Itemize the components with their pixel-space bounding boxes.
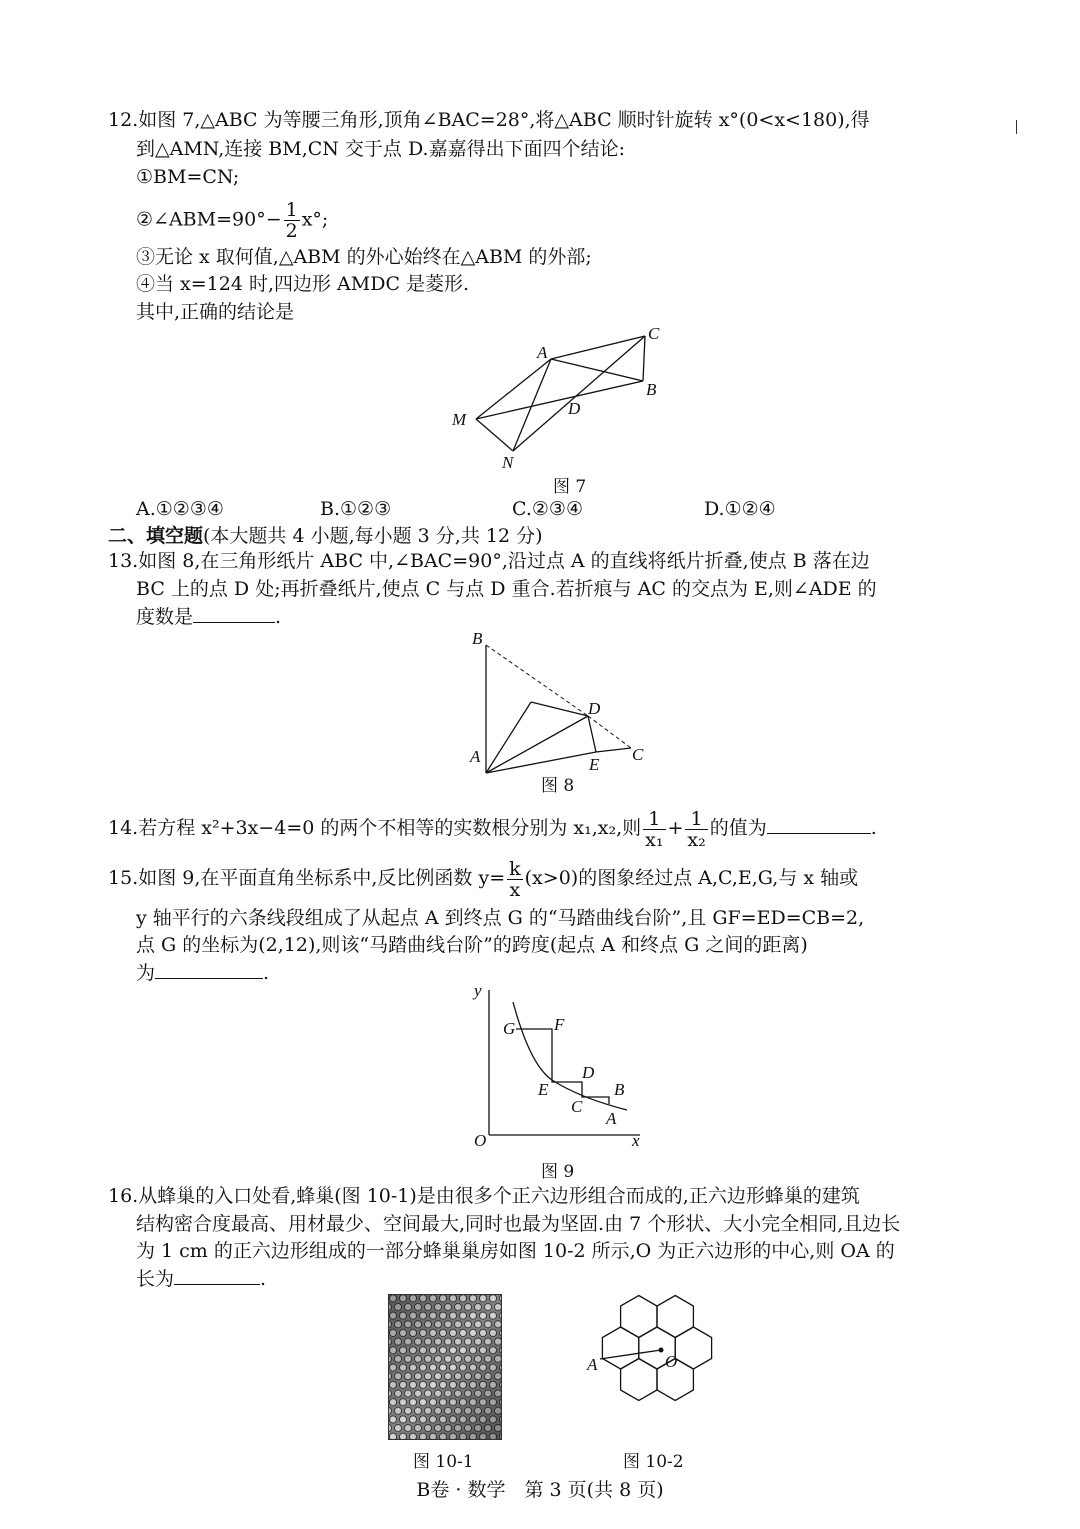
q13-line3 — [136, 604, 281, 630]
q14-text: 14.若方程 x²+3x−4=0 的两个不相等的实数根分别为 x₁,x₂,则 — [108, 817, 642, 839]
q14-end: . — [870, 817, 877, 839]
figure-7 — [440, 320, 680, 480]
figure-10-1-honeycomb-photo — [388, 1294, 502, 1440]
fig7-label-D: D — [568, 399, 581, 418]
fig9-caption: 图 9 — [541, 1162, 575, 1182]
fig9-label-D: D — [582, 1063, 595, 1082]
q12-c2-tail: x°; — [301, 208, 329, 231]
fig7-label-A: A — [537, 343, 548, 362]
q12-c2-num: 1 — [285, 199, 298, 221]
q15-line1 — [108, 858, 858, 900]
q12-option-c: C.②③④ — [512, 498, 583, 520]
q14-frac2-den: x₂ — [687, 828, 706, 851]
fig8-label-E: E — [589, 755, 600, 774]
q15-frac-num: k — [509, 857, 521, 880]
q16-answer-blank[interactable] — [174, 1266, 260, 1285]
q12-conclusion-3: ③无论 x 取何值,△ABM 的外心始终在△ABM 的外部; — [136, 246, 592, 268]
q13-line1: 13.如图 8,在三角形纸片 ABC 中,∠BAC=90°,沿过点 A 的直线将纸片折叠,使点 B 落在边 — [108, 550, 870, 572]
q16-line4-text: 长为 — [136, 1268, 175, 1290]
fig9-label-E: E — [538, 1080, 549, 1099]
q12-prompt: 其中,正确的结论是 — [136, 301, 295, 323]
q14-answer-blank[interactable] — [767, 815, 871, 834]
q15-answer-blank[interactable] — [155, 960, 263, 979]
q16-line2: 结构密合度最高、用材最少、空间最大,同时也最为坚固.由 7 个形状、大小完全相同,且边长 — [136, 1213, 901, 1235]
q13-line2: BC 上的点 D 处;再折叠纸片,使点 C 与点 D 重合.若折痕与 AC 的交点为 E,则∠ADE 的 — [136, 578, 877, 600]
q15-line2: y 轴平行的六条线段组成了从起点 A 到终点 G 的“马踏曲线台阶”,且 GF=ED=CB=2, — [136, 907, 865, 929]
q15-frac — [507, 859, 523, 900]
fig10-2-segment-OA — [600, 1350, 661, 1359]
q15-line4-end: . — [263, 962, 270, 984]
q16-line3: 为 1 cm 的正六边形组成的一部分蜂巢巢房如图 10-2 所示,O 为正六边形的中心,则 OA 的 — [136, 1240, 895, 1262]
q16-line4 — [136, 1266, 266, 1292]
figure-9 — [465, 980, 655, 1150]
fig7-label-B: B — [646, 380, 657, 399]
hexagon-cell — [602, 1327, 638, 1369]
fig10-2-center-point — [659, 1348, 664, 1353]
fig8-label-B: B — [472, 629, 483, 648]
q12-option-a: A.①②③④ — [136, 498, 224, 520]
q13-line3-end: . — [275, 606, 282, 628]
hexagon-cell — [657, 1296, 693, 1338]
q14-plus: + — [667, 817, 684, 839]
page-footer: B卷 · 数学 第 3 页(共 8 页) — [416, 1479, 664, 1501]
fig10-1-caption: 图 10-1 — [413, 1452, 474, 1472]
fig9-label-B: B — [614, 1080, 625, 1099]
fig9-label-x: x — [632, 1131, 640, 1150]
fig10-2-label-A: A — [587, 1355, 598, 1374]
fig7-caption: 图 7 — [553, 477, 587, 497]
fig8-label-D: D — [588, 699, 601, 718]
fig8-caption: 图 8 — [541, 776, 575, 796]
q12-c2-text: ②∠ABM=90°− — [136, 208, 282, 231]
q12-line1: 12.如图 7,△ABC 为等腰三角形,顶角∠BAC=28°,将△ABC 顺时针旋转 x°(0<x<180),得 — [108, 109, 870, 131]
fig7-label-N: N — [502, 453, 514, 472]
q12-line2: 到△AMN,连接 BM,CN 交于点 D.嘉嘉得出下面四个结论: — [136, 138, 625, 160]
figure-8 — [460, 625, 660, 775]
q14-frac-1 — [643, 809, 665, 850]
q12-conclusion-2 — [136, 200, 328, 241]
q12-option-b: B.①②③ — [320, 498, 392, 520]
fig9-label-A: A — [606, 1109, 617, 1128]
q12-c2-fraction — [284, 200, 300, 241]
q15-line4-text: 为 — [136, 962, 156, 984]
q14-line — [108, 808, 877, 850]
hexagon-cell — [621, 1296, 657, 1338]
fig9-label-G: G — [503, 1019, 516, 1038]
q14-text-2: 的值为 — [709, 817, 767, 839]
fig9-label-y: y — [474, 981, 482, 1000]
section-2-note: (本大题共 4 小题,每小题 3 分,共 12 分) — [203, 525, 543, 547]
q16-line4-end: . — [260, 1268, 267, 1290]
q13-line3-text: 度数是 — [136, 606, 194, 628]
q12-c2-den: 2 — [285, 220, 298, 242]
hexagon-cell — [621, 1359, 657, 1401]
hexagon-cell — [675, 1327, 711, 1369]
q14-frac1-num: 1 — [643, 809, 665, 830]
section-2-heading — [108, 523, 543, 549]
fig9-label-O: O — [474, 1131, 487, 1150]
q15-frac-den: x — [509, 878, 521, 901]
figure-10-2 — [580, 1290, 730, 1440]
q12-option-d: D.①②④ — [704, 498, 776, 520]
q12-conclusion-4: ④当 x=124 时,四边形 AMDC 是菱形. — [136, 273, 470, 295]
q15-line3: 点 G 的坐标为(2,12),则该“马踏曲线台阶”的跨度(起点 A 和终点 G 之间的距离) — [136, 934, 808, 956]
q14-frac-2 — [685, 809, 707, 850]
q15-text: 15.如图 9,在平面直角坐标系中,反比例函数 y= — [108, 867, 506, 889]
q12-conclusion-1: ①BM=CN; — [136, 166, 240, 188]
fig8-label-A: A — [470, 747, 481, 766]
fig10-2-label-O: O — [665, 1352, 678, 1371]
fig9-label-C: C — [571, 1097, 583, 1116]
fig7-label-M: M — [452, 410, 467, 429]
q16-line1: 16.从蜂巢的入口处看,蜂巢(图 10-1)是由很多个正六边形组合而成的,正六边形蜂巢的建筑 — [108, 1185, 860, 1207]
margin-mark — [1016, 120, 1017, 134]
q15-text-2: (x>0)的图象经过点 A,C,E,G,与 x 轴或 — [524, 867, 859, 889]
fig7-label-C: C — [648, 324, 660, 343]
fig9-label-F: F — [554, 1015, 565, 1034]
q13-answer-blank[interactable] — [193, 604, 275, 623]
q15-line4 — [136, 960, 269, 986]
q14-frac1-den: x₁ — [645, 828, 664, 851]
fig10-2-caption: 图 10-2 — [623, 1452, 684, 1472]
section-2-title: 二、填空题 — [108, 525, 204, 547]
q14-frac2-num: 1 — [685, 809, 707, 830]
fig8-label-C: C — [632, 745, 644, 764]
